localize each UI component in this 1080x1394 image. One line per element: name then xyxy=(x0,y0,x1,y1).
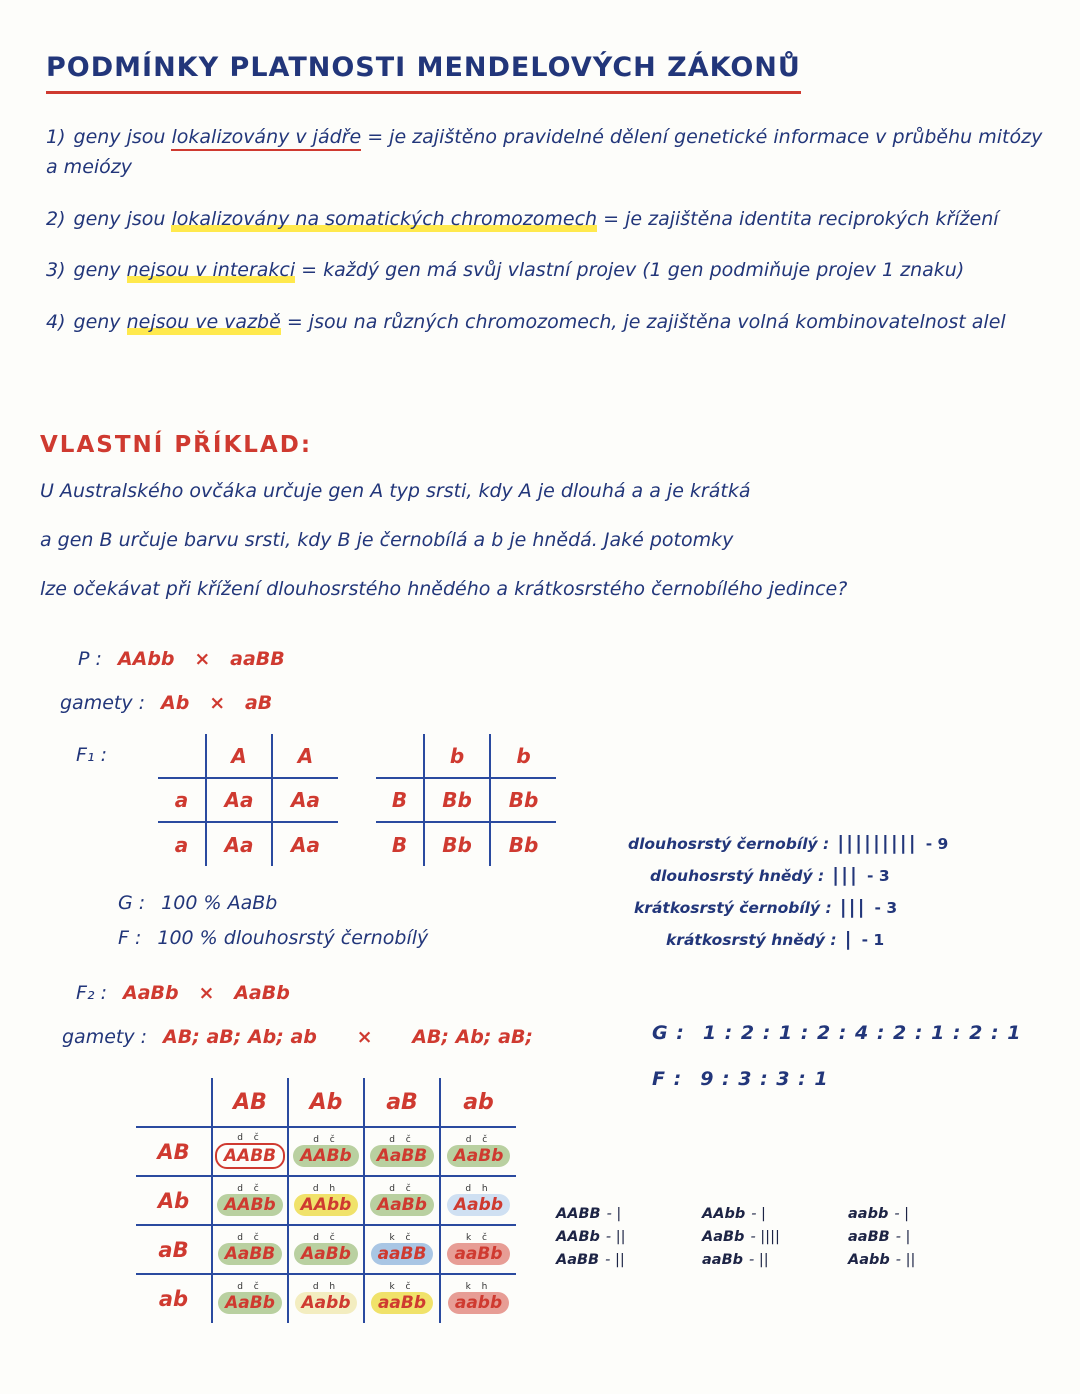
genotype-tally xyxy=(848,1206,994,1222)
punnett-cell xyxy=(440,1274,516,1323)
punnett-cell: Bb xyxy=(424,778,490,822)
punnett-cell: Aa xyxy=(206,822,272,866)
condition-post: = je zajištěna identita reciprokých křížení xyxy=(597,207,999,230)
corner-cell xyxy=(136,1078,212,1127)
genotype-count: - | xyxy=(895,1229,911,1245)
example-line-2: a gen B určuje barvu srsti, kdy B je černobílá a b je hnědá. Jaké potomky xyxy=(40,529,734,551)
row-header: B xyxy=(376,822,424,866)
genotype-name: AaBb xyxy=(702,1229,745,1245)
phenotype-abbrev: k č xyxy=(389,1232,415,1243)
genotype: AaBb xyxy=(370,1194,434,1216)
phenotype-ratio-line xyxy=(652,1068,829,1090)
punnett-cell xyxy=(364,1176,440,1225)
tally-label: dlouhosrstý hnědý : xyxy=(650,867,825,885)
punnett-cell: Bb xyxy=(490,822,556,866)
condition-post: = jsou na různých chromozomech, je zajištěna volná kombinovatelnost alel xyxy=(280,310,1006,333)
example-text xyxy=(40,480,847,627)
g-label: G : xyxy=(118,892,146,914)
punnett-row xyxy=(136,1176,516,1225)
gametes-value: Ab × aB xyxy=(161,692,273,714)
genotype: aaBB xyxy=(371,1243,434,1265)
row-header: aB xyxy=(136,1225,212,1274)
genotype-count: - | xyxy=(606,1206,622,1222)
punnett-cell xyxy=(212,1274,288,1323)
phenotype-abbrev: k h xyxy=(465,1282,492,1292)
tally-line xyxy=(666,928,948,950)
corner-cell xyxy=(376,734,424,778)
genotype: aaBb xyxy=(447,1243,509,1265)
row-header: ab xyxy=(136,1274,212,1323)
tally-count: - 3 xyxy=(866,867,890,885)
genotype-tally xyxy=(702,1206,848,1222)
f2-punnett-square xyxy=(136,1078,516,1323)
genotype-tally xyxy=(556,1252,702,1268)
tally-label: krátkosrstý hnědý : xyxy=(666,931,837,949)
phenotype-abbrev: d č xyxy=(237,1282,263,1292)
phenotype-abbrev: d č xyxy=(465,1134,492,1145)
phenotype-abbrev: d č xyxy=(313,1134,339,1145)
condition-pre: geny xyxy=(73,310,127,333)
genotype-ratio-line xyxy=(652,1022,1021,1044)
genotype-tally xyxy=(556,1206,702,1222)
tally-count: - 3 xyxy=(874,899,898,917)
punnett-cell: Aa xyxy=(272,822,338,866)
phenotype-abbrev: d h xyxy=(312,1282,340,1292)
tally-line xyxy=(650,864,948,886)
tally-count: - 1 xyxy=(861,931,885,949)
genotype-tally xyxy=(848,1252,994,1268)
punnett-cell xyxy=(440,1176,516,1225)
punnett-row xyxy=(158,822,338,866)
punnett-cell: Aa xyxy=(272,778,338,822)
condition-emphasis: lokalizovány na somatických chromozomech xyxy=(171,207,598,230)
condition-pre: geny xyxy=(73,259,127,282)
ratio-g-label: G : xyxy=(652,1022,685,1044)
row-header: a xyxy=(158,822,206,866)
genotype: AABB xyxy=(215,1143,285,1169)
punnett-row xyxy=(136,1225,516,1274)
f1-punnett-gene-b xyxy=(376,734,556,866)
f2-cross-line xyxy=(76,982,290,1004)
punnett-row xyxy=(376,778,556,822)
example-heading: VLASTNÍ PŘÍKLAD: xyxy=(40,432,313,458)
genotype-tally-row xyxy=(556,1206,994,1222)
page-title: PODMÍNKY PLATNOSTI MENDELOVÝCH ZÁKONŮ xyxy=(46,52,801,94)
genotype-name: Aabb xyxy=(848,1252,890,1268)
genotype-name: AaBB xyxy=(556,1252,600,1268)
tally-marks: ||| xyxy=(832,864,859,886)
genotype-name: AABb xyxy=(556,1229,600,1245)
f1-phenotype-line xyxy=(118,927,428,949)
genotype-name: aabb xyxy=(848,1206,889,1222)
tally-marks: ||| xyxy=(839,896,867,918)
gametes-line xyxy=(60,692,272,714)
f2-genotypes: AaBb × AaBb xyxy=(123,982,290,1004)
g-value: 100 % AaBb xyxy=(161,892,278,914)
condition-number: 1) xyxy=(46,126,66,148)
punnett-cell xyxy=(212,1176,288,1225)
genotype-name: AABB xyxy=(556,1206,601,1222)
phenotype-abbrev: k č xyxy=(465,1232,492,1243)
parent-cross-line xyxy=(78,648,285,670)
punnett-cell xyxy=(364,1127,440,1176)
tally-label: krátkosrstý černobílý : xyxy=(634,899,832,917)
example-line-3: lze očekávat při křížení dlouhosrstého hnědého a krátkosrstého černobílého jedince? xyxy=(40,578,848,600)
genotype-tally xyxy=(702,1252,848,1268)
tally-line xyxy=(628,832,948,854)
genotype: aabb xyxy=(448,1292,509,1314)
f1-genotype-line xyxy=(118,892,277,914)
phenotype-abbrev: d č xyxy=(389,1134,415,1145)
f2-gametes-label: gamety : xyxy=(62,1026,148,1048)
punnett-row xyxy=(136,1127,516,1176)
genotype-tally-row xyxy=(556,1252,994,1268)
genotype-tally xyxy=(702,1229,848,1245)
condition-line-3 xyxy=(46,255,1051,285)
genotype-count: - || xyxy=(605,1229,626,1245)
punnett-cell xyxy=(212,1127,288,1176)
genotype-count: - |||| xyxy=(750,1229,780,1245)
condition-pre: geny jsou xyxy=(73,207,172,230)
corner-cell xyxy=(158,734,206,778)
genotype-name: aaBb xyxy=(702,1252,744,1268)
tally-line xyxy=(634,896,948,918)
punnett-row xyxy=(158,778,338,822)
genotype: AaBb xyxy=(294,1243,358,1265)
genotype: Aabb xyxy=(447,1194,510,1216)
f2-gametes-line xyxy=(62,1026,533,1048)
col-header: ab xyxy=(440,1078,516,1127)
col-header: AB xyxy=(212,1078,288,1127)
f1-label xyxy=(76,744,123,766)
col-header: A xyxy=(272,734,338,778)
genotype: AABb xyxy=(217,1194,282,1216)
punnett-row xyxy=(376,822,556,866)
punnett-header-row xyxy=(376,734,556,778)
condition-number: 3) xyxy=(46,259,66,282)
punnett-cell xyxy=(364,1274,440,1323)
genotype: AaBB xyxy=(370,1145,435,1167)
f-label: F : xyxy=(118,927,142,949)
punnett-header-row xyxy=(136,1078,516,1127)
genotype-count: - || xyxy=(749,1252,769,1268)
f1-punnett-gene-a xyxy=(158,734,338,866)
phenotype-abbrev: d h xyxy=(312,1183,340,1194)
genotype: AaBb xyxy=(218,1292,282,1314)
condition-emphasis: nejsou v interakci xyxy=(126,259,296,282)
row-header: a xyxy=(158,778,206,822)
col-header: Ab xyxy=(288,1078,364,1127)
punnett-row xyxy=(136,1274,516,1323)
genotype-tally-row xyxy=(556,1229,994,1245)
punnett-cell: Bb xyxy=(490,778,556,822)
ratio-f-label: F : xyxy=(652,1068,683,1090)
phenotype-abbrev: d č xyxy=(237,1232,263,1243)
row-header: B xyxy=(376,778,424,822)
genotype-count: - | xyxy=(751,1206,766,1222)
f-value: 100 % dlouhosrstý černobílý xyxy=(157,927,429,949)
genotype: AaBB xyxy=(218,1243,283,1265)
punnett-cell xyxy=(212,1225,288,1274)
col-header: aB xyxy=(364,1078,440,1127)
tally-marks: ||||||||| xyxy=(837,832,918,854)
punnett-header-row xyxy=(158,734,338,778)
col-header: b xyxy=(490,734,556,778)
phenotype-tally-list xyxy=(628,832,948,960)
row-header: Ab xyxy=(136,1176,212,1225)
tally-marks: | xyxy=(844,928,854,950)
row-header: AB xyxy=(136,1127,212,1176)
condition-number: 4) xyxy=(46,310,66,333)
genotype-tally xyxy=(556,1229,702,1245)
punnett-cell: Aa xyxy=(206,778,272,822)
genotype: AABb xyxy=(293,1145,358,1167)
col-header: b xyxy=(424,734,490,778)
condition-line-2 xyxy=(46,204,1051,234)
punnett-cell xyxy=(288,1127,364,1176)
condition-emphasis: lokalizovány v jádře xyxy=(171,126,361,151)
tally-count: - 9 xyxy=(925,835,949,853)
ratio-g-value: 1 : 2 : 1 : 2 : 4 : 2 : 1 : 2 : 1 xyxy=(702,1022,1022,1044)
punnett-cell xyxy=(288,1274,364,1323)
gametes-label: gamety : xyxy=(60,692,146,714)
genotype-tally xyxy=(848,1229,994,1245)
genotype-name: aaBB xyxy=(848,1229,890,1245)
punnett-cell: Bb xyxy=(424,822,490,866)
condition-emphasis: nejsou ve vazbě xyxy=(126,310,281,333)
genotype: aaBb xyxy=(371,1292,433,1314)
genotype: AAbb xyxy=(294,1194,359,1216)
condition-pre: geny jsou xyxy=(73,126,172,148)
ratio-f-value: 9 : 3 : 3 : 1 xyxy=(700,1068,829,1090)
genotype-count: - | xyxy=(894,1206,910,1222)
phenotype-abbrev: d h xyxy=(465,1183,492,1194)
phenotype-abbrev: k č xyxy=(389,1282,415,1292)
p-genotypes: AAbb × aaBB xyxy=(117,648,285,670)
punnett-cell xyxy=(364,1225,440,1274)
f2-gametes-value: AB; aB; Ab; ab × AB; Ab; aB; xyxy=(163,1026,534,1048)
phenotype-abbrev: d č xyxy=(237,1132,263,1143)
conditions-list xyxy=(46,122,1051,358)
genotype-name: AAbb xyxy=(702,1206,746,1222)
punnett-cell xyxy=(288,1225,364,1274)
col-header: A xyxy=(206,734,272,778)
phenotype-abbrev: d č xyxy=(389,1183,415,1194)
phenotype-abbrev: d č xyxy=(237,1183,263,1194)
condition-line-1 xyxy=(46,122,1051,183)
condition-post: = každý gen má svůj vlastní projev (1 gen podmiňuje projev 1 znaku) xyxy=(295,259,965,282)
p-label: P : xyxy=(78,648,102,670)
condition-line-4 xyxy=(46,307,1051,337)
genotype-tally-table xyxy=(556,1206,994,1275)
genotype-count: - || xyxy=(605,1252,625,1268)
genotype: AaBb xyxy=(447,1145,511,1167)
f2-label: F₂ : xyxy=(76,982,107,1004)
condition-post: = je zajištěno pravidelné dělení genetické informace v průběhu mitózy a meiózy xyxy=(46,126,1043,179)
genotype-count: - || xyxy=(895,1252,916,1268)
punnett-cell xyxy=(440,1127,516,1176)
genotype: Aabb xyxy=(295,1292,358,1314)
f1-generation-label: F₁ : xyxy=(76,744,107,766)
phenotype-abbrev: d č xyxy=(313,1232,339,1243)
punnett-cell xyxy=(440,1225,516,1274)
punnett-cell xyxy=(288,1176,364,1225)
tally-label: dlouhosrstý černobílý : xyxy=(628,835,830,853)
example-line-1: U Australského ovčáka určuje gen A typ srsti, kdy A je dlouhá a a je krátká xyxy=(40,480,751,502)
condition-number: 2) xyxy=(46,207,66,230)
